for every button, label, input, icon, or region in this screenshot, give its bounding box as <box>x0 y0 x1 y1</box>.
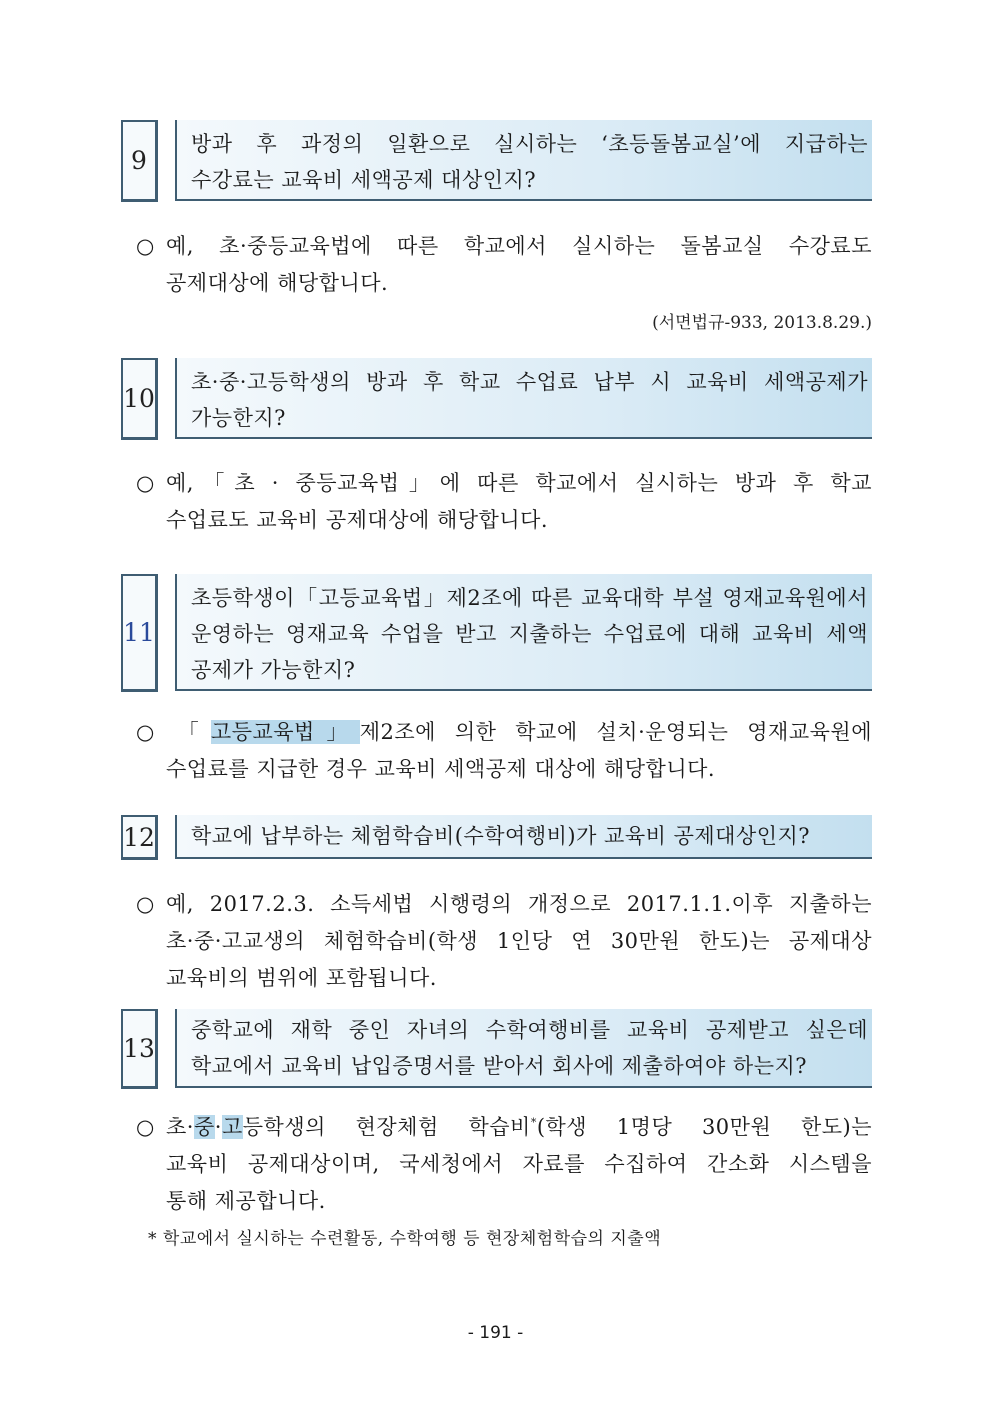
answer-line: ○ 예, 2017.2.3. 소득세법 시행령의 개정으로 2017.1.1.이후 지출하는 <box>136 886 872 923</box>
footnote: * 학교에서 실시하는 수련활동, 수학여행 등 현장체험학습의 지출액 <box>148 1229 662 1249</box>
question-number: 11 <box>121 574 158 692</box>
question-9 <box>121 120 872 202</box>
answer-line: ○ 초·중·고등학생의 현장체험 학습비*(학생 1명당 30만원 한도)는 <box>136 1104 872 1146</box>
answer-line: ○ 예,「초 · 중등교육법」에 따른 학교에서 실시하는 방과 후 학교 <box>136 465 872 502</box>
bullet-circle: ○ <box>136 1115 155 1139</box>
question-line: 학교에서 교육비 납입증명서를 받아서 회사에 제출하여야 하는지? <box>191 1054 808 1078</box>
answer-10 <box>136 465 872 539</box>
footnote-marker: * <box>530 1116 537 1129</box>
answer-12 <box>136 886 872 997</box>
question-number: 9 <box>121 120 158 202</box>
answer-13 <box>136 1104 872 1220</box>
question-10 <box>121 358 872 440</box>
answer-line: 초·중·고교생의 체험학습비(학생 1인당 연 30만원 한도)는 공제대상 <box>166 929 872 953</box>
bullet-circle: ○ <box>136 471 155 495</box>
question-line: 수강료는 교육비 세액공제 대상인지? <box>191 168 537 192</box>
highlighted-text: 고등교육법」 <box>210 720 360 744</box>
answer-line: 교육비의 범위에 포함됩니다. <box>166 966 437 990</box>
question-line: 학교에 납부하는 체험학습비(수학여행비)가 교육비 공제대상인지? <box>191 824 811 848</box>
question-line: 가능한지? <box>191 406 286 430</box>
question-text-box <box>175 1009 872 1088</box>
answer-line: 교육비 공제대상이며, 국세청에서 자료를 수집하여 간소화 시스템을 <box>166 1152 872 1176</box>
page-number: - 191 - <box>467 1323 524 1343</box>
answer-9 <box>136 228 872 302</box>
highlighted-text: 고 <box>221 1115 243 1139</box>
answer-line: 수업료를 지급한 경우 교육비 세액공제 대상에 해당합니다. <box>166 757 716 781</box>
question-13 <box>121 1009 872 1089</box>
question-number: 10 <box>121 358 158 440</box>
question-11 <box>121 574 872 692</box>
question-line: 운영하는 영재교육 수업을 받고 지출하는 수업료에 대해 교육비 세액 <box>191 622 868 646</box>
question-number: 12 <box>121 815 158 860</box>
answer-line: ○ 예, 초·중등교육법에 따른 학교에서 실시하는 돌봄교실 수강료도 <box>136 228 872 265</box>
source-citation: (서면법규-933, 2013.8.29.) <box>652 313 872 333</box>
bullet-circle: ○ <box>136 720 155 744</box>
bullet-circle: ○ <box>136 234 155 258</box>
answer-line: 통해 제공합니다. <box>166 1189 326 1213</box>
question-number: 13 <box>121 1009 158 1089</box>
answer-11 <box>136 714 872 788</box>
answer-line: ○ 「고등교육법」제2조에 의한 학교에 설치·운영되는 영재교육원에 <box>136 714 872 751</box>
question-text-box <box>175 358 872 439</box>
highlighted-text: 중 <box>193 1115 215 1139</box>
question-line: 방과 후 과정의 일환으로 실시하는 ‘초등돌봄교실’에 지급하는 <box>191 132 868 156</box>
question-line: 초·중·고등학생의 방과 후 학교 수업료 납부 시 교육비 세액공제가 <box>191 370 868 394</box>
question-line: 초등학생이「고등교육법」제2조에 따른 교육대학 부설 영재교육원에서 <box>191 586 868 610</box>
question-text-box <box>175 574 872 691</box>
question-12 <box>121 815 872 860</box>
question-line: 공제가 가능한지? <box>191 658 356 682</box>
question-text-box <box>175 120 872 201</box>
answer-line: 공제대상에 해당합니다. <box>166 271 389 295</box>
answer-line: 수업료도 교육비 공제대상에 해당합니다. <box>166 508 549 532</box>
question-line: 중학교에 재학 중인 자녀의 수학여행비를 교육비 공제받고 싶은데 <box>191 1018 868 1042</box>
bullet-circle: ○ <box>136 892 155 916</box>
question-text-box <box>175 815 872 859</box>
